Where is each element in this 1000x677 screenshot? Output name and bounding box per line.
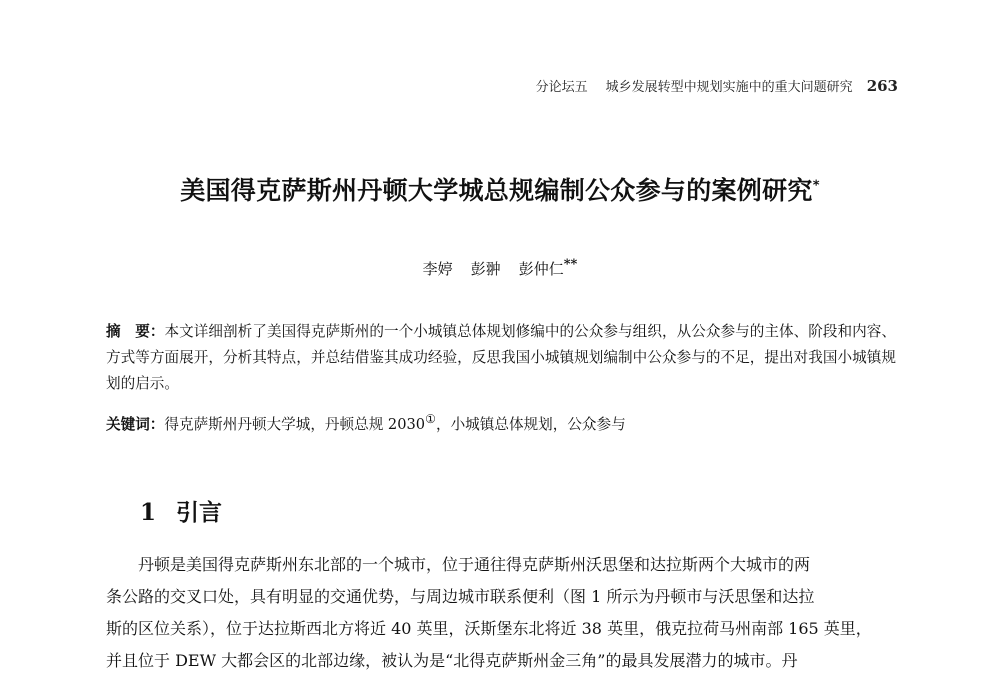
body-line: 条公路的交叉口处，具有明显的交通优势，与周边城市联系便利（图 1 所示为丹顿市与沃思堡和达拉 bbox=[106, 587, 815, 606]
paper-title bbox=[0, 171, 1000, 207]
abstract bbox=[106, 319, 896, 397]
author-footnote-mark: ** bbox=[563, 257, 578, 272]
keywords-label: 关键词： bbox=[106, 415, 165, 433]
keywords bbox=[106, 406, 896, 438]
author-name: 彭仲仁 bbox=[518, 260, 564, 278]
section-heading bbox=[140, 494, 222, 527]
author-list bbox=[0, 257, 1000, 279]
forum-label: 分论坛五 bbox=[535, 80, 588, 95]
abstract-text: 本文详细剖析了美国得克萨斯州的一个小城镇总体规划修编中的公众参与组织，从公众参与的主体、阶段和内容、方式等方面展开，分析其特点，并总结借鉴其成功经验，反思我国小城镇规划编制中公众参与的不足，提出对我国小城镇规划的启示。 bbox=[106, 323, 896, 392]
abstract-label: 摘 要： bbox=[106, 323, 165, 340]
section-number: 1 bbox=[140, 499, 157, 526]
body-line: 并且位于 DEW 大都会区的北部边缘，被认为是“北得克萨斯州金三角”的最具发展潜力的城市。丹 bbox=[106, 651, 798, 670]
title-footnote-mark: * bbox=[812, 178, 820, 194]
author-name: 李婷 bbox=[422, 260, 453, 278]
body-line: 丹顿是美国得克萨斯州东北部的一个城市，位于通往得克萨斯州沃思堡和达拉斯两个大城市的两 bbox=[138, 555, 811, 574]
body-line: 斯的区位关系），位于达拉斯西北方将近 40 英里，沃斯堡东北将近 38 英里，俄克拉荷马州南部 165 英里， bbox=[106, 619, 872, 638]
author-name: 彭翀 bbox=[470, 260, 501, 278]
keywords-text: 得克萨斯州丹顿大学城，丹顿总规 2030 bbox=[164, 415, 426, 433]
paper-title-text: 美国得克萨斯州丹顿大学城总规编制公众参与的案例研究 bbox=[180, 176, 813, 205]
section-title: 引言 bbox=[176, 499, 223, 526]
running-header bbox=[536, 76, 898, 95]
keywords-footnote-mark: ① bbox=[425, 412, 436, 426]
page-number: 263 bbox=[866, 77, 898, 95]
forum-topic: 城乡发展转型中规划实施中的重大问题研究 bbox=[605, 80, 853, 95]
keywords-text-rest: ，小城镇总体规划，公众参与 bbox=[435, 415, 626, 433]
